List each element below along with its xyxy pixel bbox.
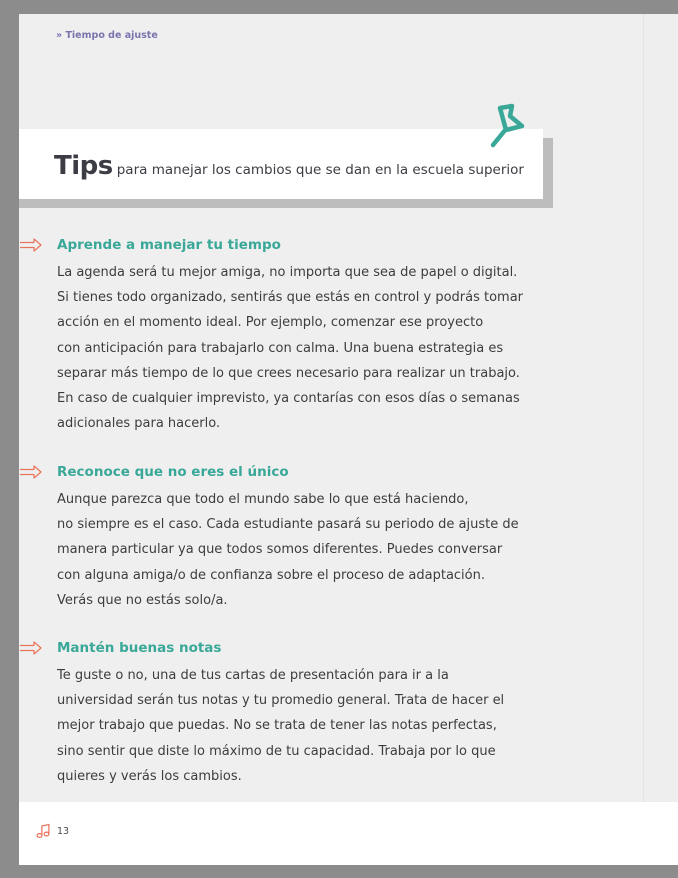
tip-line: Si tienes todo organizado, sentirás que estás en control y podrás tomar [57,290,524,306]
tip-line: Aunque parezca que todo el mundo sabe lo que está haciendo, [57,492,469,507]
arrow-right-icon [19,641,43,655]
page-footer [19,802,678,865]
tip-line: mejor trabajo que puedas. No se trata de tener las notas perfectas, [57,718,497,734]
page-subtitle: para manejar los cambios que se dan en la escuela superior [116,162,524,178]
tip-line: acción en el momento ideal. Por ejemplo, comenzar ese proyecto [57,315,484,331]
tip-line: adicionales para hacerlo. [57,416,221,432]
tip-line: con anticipación para trabajarlo con calma. Una buena estrategia es [57,340,504,356]
tip-line: La agenda será tu mejor amiga, no importa que sea de papel o digital. [57,265,518,280]
title-box [19,129,543,199]
tip-body [57,487,557,613]
page-title: Tips [54,151,113,181]
title-line [54,151,524,181]
tip-line: universidad serán tus notas y tu promedio general. Trata de hacer el [57,693,505,709]
music-note-icon [36,823,50,839]
page-number: 13 [57,826,70,837]
tip-line: sino sentir que diste lo máximo de tu capacidad. Trabaja por lo que [57,743,496,759]
arrow-right-icon [19,465,43,479]
tip-heading: Aprende a manejar tu tiempo [57,237,281,253]
tip-heading: Mantén buenas notas [57,640,222,656]
page-edge [643,14,678,802]
tip-line: Verás que no estás solo/a. [57,592,228,608]
document-page [19,14,678,865]
tip-line: con alguna amiga/o de confianza sobre el proceso de adaptación. [57,567,485,583]
tip-line: Te guste o no, una de tus cartas de presentación para ir a la [57,668,449,683]
pushpin-icon [484,102,530,152]
tip-line: En caso de cualquier imprevisto, ya contarías con esos días o semanas [57,391,520,407]
section-label: » Tiempo de ajuste [56,30,158,41]
tip-body [57,260,557,436]
tip-line: no siempre es el caso. Cada estudiante pasará su periodo de ajuste de [57,517,519,533]
tip-body [57,663,557,789]
tip-line: separar más tiempo de lo que crees necesario para realizar un trabajo. [57,365,520,381]
tip-line: manera particular ya que todos somos diferentes. Puedes conversar [57,542,503,558]
arrow-right-icon [19,238,43,252]
tip-heading: Reconoce que no eres el único [57,464,289,480]
tip-line: quieres y verás los cambios. [57,768,242,784]
